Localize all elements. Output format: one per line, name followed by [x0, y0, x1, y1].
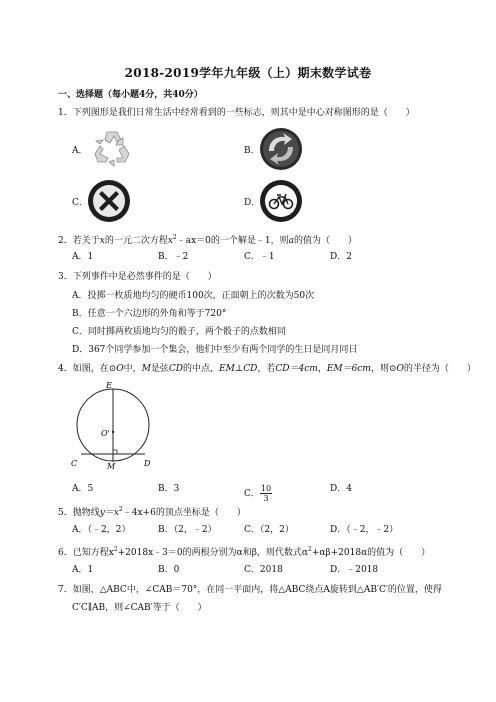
q6-option-b: B．0 — [158, 565, 180, 575]
q2-option-b: B．﹣2 — [158, 252, 189, 262]
question-3-stem: 3．下列事件中是必然事件的是（ ） — [58, 272, 217, 282]
q3-option-b: B．任意一个六边形的外角和等于720° — [72, 309, 227, 319]
q2-option-d: D．2 — [330, 252, 352, 262]
label-o: O' — [101, 429, 110, 438]
q5-option-a: A．（﹣2，2） — [72, 525, 131, 535]
no-entry-x-icon — [86, 178, 132, 224]
q1-option-a-label: A． — [72, 146, 88, 156]
q1-option-d-label: D． — [244, 198, 261, 208]
question-7-line1: 7．如图，△ABC中，∠CAB＝70°，在同一平面内，将△ABC绕点A旋转到△AB′C′的位置，使得 — [58, 585, 442, 595]
question-5-stem: 5．抛物线$y=x^2﹣4x+6$的顶点坐标是（ ） — [58, 506, 246, 518]
q1-option-b-label: B． — [244, 146, 260, 156]
q6-option-a: A．1 — [72, 565, 94, 575]
label-m: M — [107, 462, 116, 471]
question-7-line2: C′C∥AB，则∠CAB′等于（ ） — [72, 603, 207, 613]
question-2-stem: 2．若关于x的一元二次方程$x^2﹣ax=0$的一个解是﹣1，则a的值为（ ） — [58, 234, 358, 246]
recycle-icon — [90, 126, 136, 172]
q3-option-c: C．同时掷两枚质地均匀的骰子，两个骰子的点数相同 — [72, 327, 286, 337]
q6-option-d: D．﹣2018 — [330, 565, 379, 575]
section-heading: 一、选择题（每小题4分，共40分） — [58, 90, 203, 100]
circular-arrows-icon — [258, 126, 304, 172]
q5-option-b: B．（2，﹣2） — [158, 525, 217, 535]
q2-option-a: A．1 — [72, 252, 94, 262]
q1-option-c-label: C． — [72, 198, 88, 208]
q4-option-d: D．4 — [330, 484, 352, 494]
q5-option-d: D．（﹣2，﹣2） — [330, 525, 399, 535]
q3-option-a: A．投掷一枚质地均匀的硬币100次，正面朝上的次数为50次 — [72, 291, 315, 301]
question-1-stem: 1．下列图形是我们日常生活中经常看到的一些标志，则其中是中心对称图形的是（ ） — [58, 108, 415, 118]
question-4-stem: 4．如图，在⊙O中，M是弦CD的中点，EM⊥CD，若CD＝4cm，EM＝6cm，则⊙O的半径为（ ） — [58, 364, 476, 374]
circle-diagram — [66, 380, 162, 474]
q4-option-b: B．3 — [158, 484, 180, 494]
label-c: C — [71, 459, 78, 468]
question-6-stem: 6．已知方程$x^2+2018x﹣3=0$的两根分别为α和β，则代数式$\alpha^2+\alpha\beta+2018\alpha$的值为（ ） — [58, 546, 431, 558]
label-e: E — [106, 381, 112, 390]
q5-option-c: C．（2，2） — [244, 525, 294, 535]
fraction: $\frac{10}{3}$ — [260, 484, 272, 503]
q6-option-c: C．2018 — [244, 565, 283, 575]
q3-option-d: D．367个同学参加一个集会，他们中至少有两个同学的生日是同月同日 — [72, 345, 358, 355]
no-bicycle-icon — [258, 178, 304, 224]
q4-option-c: C． $\frac{10}{3}$ — [244, 484, 272, 503]
label-d: D — [144, 459, 151, 468]
q2-option-c: C．﹣1 — [244, 252, 275, 262]
page-title: 2018-2019学年九年级（上）期末数学试卷 — [124, 66, 372, 80]
q4-option-a: A．5 — [72, 484, 94, 494]
